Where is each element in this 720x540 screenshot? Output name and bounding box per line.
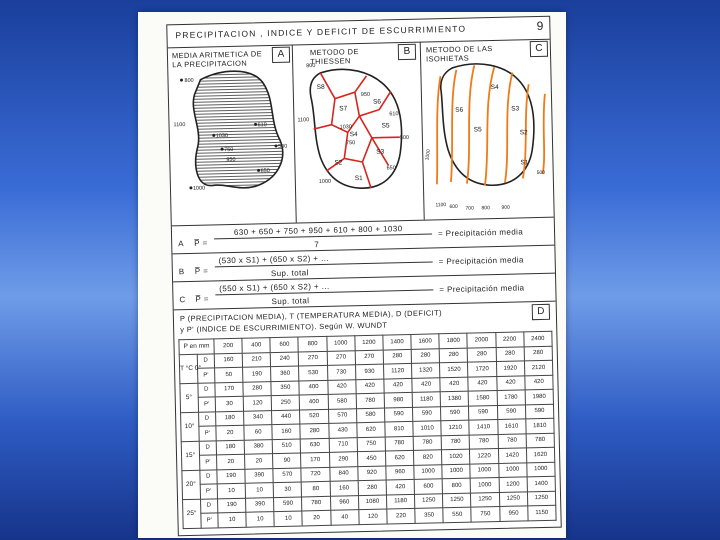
- table-cell: 190: [243, 367, 271, 382]
- row-key: P': [200, 484, 218, 499]
- station-value: 500: [277, 143, 288, 150]
- divider: [174, 301, 556, 311]
- subarea-label: S5: [473, 126, 482, 134]
- formula-c-result: = Precipitación media: [439, 283, 525, 295]
- table-cell: 620: [385, 450, 413, 465]
- table-cell: 1080: [358, 495, 386, 510]
- isohyets-map: [422, 54, 554, 217]
- table-cell: 90: [273, 453, 301, 468]
- page-number: 9: [536, 18, 544, 34]
- station-value: 1030: [215, 133, 229, 140]
- table-cell: 980: [384, 392, 412, 407]
- table-cell: 50: [215, 367, 243, 382]
- table-cell: 810: [385, 421, 413, 436]
- table-cell: 750: [357, 437, 385, 452]
- table-cell: 420: [412, 377, 440, 392]
- table-cell: 1120: [383, 363, 411, 378]
- table-cell: 710: [329, 437, 357, 452]
- table-cell: 180: [216, 440, 244, 455]
- subarea-label: S5: [381, 122, 390, 130]
- station-value: 610: [389, 111, 399, 118]
- table-cell: 780: [413, 435, 441, 450]
- table-cell: 1980: [525, 389, 554, 404]
- table-cell: 20: [217, 454, 245, 469]
- subarea-label: S1: [354, 175, 363, 183]
- table-cell: 1000: [442, 464, 470, 479]
- table-cell: 2120: [524, 360, 553, 375]
- table-cell: 780: [441, 435, 469, 450]
- table-cell: 420: [496, 375, 524, 390]
- table-cell: 170: [301, 452, 329, 467]
- formula-b-denominator: Sup. total: [270, 268, 309, 279]
- col-header: 1000: [326, 336, 354, 351]
- table-cell: 350: [271, 380, 299, 395]
- table-cell: 390: [245, 468, 273, 483]
- isohyet-value: 600: [449, 203, 458, 211]
- table-cell: 750: [471, 506, 499, 521]
- row-key: P': [198, 426, 216, 441]
- temperature-cell: 10°: [181, 412, 199, 441]
- table-cell: 220: [387, 508, 415, 523]
- table-cell: 1210: [441, 420, 469, 435]
- table-cell: 190: [217, 469, 245, 484]
- formula-a-letter: A: [178, 239, 185, 249]
- page-title: PRECIPITACION , INDICE Y DEFICIT DE ESCURRIMIENTO: [175, 23, 467, 41]
- station-value: 750: [345, 140, 356, 147]
- table-cell: 590: [413, 406, 441, 421]
- table-cell: 280: [468, 347, 496, 362]
- wundt-legend-line2: y P' (INDICE DE ESCURRIMIENTO). Según W. WUNDT: [180, 320, 388, 335]
- table-cell: 600: [414, 479, 442, 494]
- col-header: 600: [270, 337, 298, 352]
- table-cell: 1020: [442, 449, 470, 464]
- table-cell: 10: [274, 511, 302, 526]
- col-header: 1800: [439, 333, 467, 348]
- isohyet-value: 700: [465, 205, 474, 212]
- table-cell: 270: [299, 351, 327, 366]
- table-cell: 1720: [468, 362, 496, 377]
- table-cell: 180: [216, 411, 244, 426]
- table-cell: 960: [330, 495, 358, 510]
- col-header: 1400: [383, 334, 411, 349]
- table-cell: 780: [498, 433, 526, 448]
- station-value: 950: [226, 156, 236, 164]
- table-cell: 340: [244, 410, 272, 425]
- table-cell: 280: [439, 348, 467, 363]
- table-cell: 1010: [413, 421, 441, 436]
- table-cell: 420: [440, 377, 468, 392]
- panel-b-letter: B: [398, 44, 416, 60]
- panel-d-letter: D: [532, 304, 550, 320]
- row-key: D: [197, 353, 215, 368]
- subarea-label: S4: [349, 131, 358, 139]
- station-value: 800: [306, 63, 316, 70]
- table-cell: 430: [328, 423, 356, 438]
- table-cell: 20: [216, 425, 244, 440]
- table-cell: 400: [299, 380, 327, 395]
- table-cell: 1000: [498, 462, 526, 477]
- col-header: 2000: [467, 333, 495, 348]
- table-cell: 440: [272, 409, 300, 424]
- table-cell: 270: [355, 350, 383, 365]
- table-cell: 780: [470, 434, 498, 449]
- table-cell: 1380: [440, 391, 468, 406]
- table-cell: 20: [245, 454, 273, 469]
- table-cell: 1180: [386, 494, 414, 509]
- table-cell: 1150: [527, 505, 556, 520]
- row-key: D: [197, 382, 215, 397]
- table-cell: 1810: [526, 418, 555, 433]
- temperature-cell: T °C 0°: [179, 354, 197, 383]
- table-cell: 780: [385, 436, 413, 451]
- table-cell: 10: [218, 512, 246, 527]
- table-cell: 420: [384, 378, 412, 393]
- table-cell: 1400: [527, 476, 556, 491]
- station-value: 500: [399, 134, 410, 142]
- station-value: 650: [386, 165, 396, 172]
- table-cell: 1000: [470, 463, 498, 478]
- table-cell: 120: [359, 509, 387, 524]
- table-cell: 420: [356, 379, 384, 394]
- station-value: 750: [224, 146, 234, 154]
- table-cell: 590: [525, 404, 554, 419]
- table-cell: 1420: [498, 448, 526, 463]
- table-cell: 550: [443, 507, 471, 522]
- row-key: D: [198, 411, 216, 426]
- table-cell: 530: [299, 365, 327, 380]
- table-cell: 960: [386, 465, 414, 480]
- temperature-cell: 15°: [181, 441, 199, 470]
- panel-c-letter: C: [530, 41, 548, 57]
- station-value: 1000: [318, 178, 332, 185]
- table-cell: 580: [328, 394, 356, 409]
- table-cell: 950: [499, 506, 527, 521]
- table-cell: 730: [327, 365, 355, 380]
- table-cell: 30: [215, 396, 243, 411]
- formula-b-numerator: (530 x S1) + (650 x S2) + ...: [218, 253, 330, 266]
- table-cell: 520: [300, 409, 328, 424]
- table-cell: 160: [330, 481, 358, 496]
- table-cell: 1520: [440, 362, 468, 377]
- table-cell: 1200: [499, 477, 527, 492]
- col-header: 2400: [524, 331, 553, 346]
- table-cell: 1250: [415, 493, 443, 508]
- row-key: P': [197, 368, 215, 383]
- table-cell: 510: [272, 438, 300, 453]
- table-cell: 280: [411, 348, 439, 363]
- table-cell: 380: [244, 439, 272, 454]
- table-cell: 210: [242, 352, 270, 367]
- thiessen-map: [294, 57, 424, 220]
- table-cell: 30: [273, 482, 301, 497]
- table-cell: 280: [243, 381, 271, 396]
- formula-b-result: = Precipitación media: [438, 255, 524, 267]
- row-key: P': [199, 455, 217, 470]
- table-cell: 1580: [469, 391, 497, 406]
- formula-c-lhs: P̅ =: [195, 294, 210, 304]
- col-header: 1600: [411, 334, 439, 349]
- table-cell: 780: [526, 433, 555, 448]
- table-cell: 1320: [412, 363, 440, 378]
- formula-a-denominator: 7: [314, 240, 320, 250]
- table-cell: 1250: [527, 491, 556, 506]
- table-cell: 280: [358, 480, 386, 495]
- table-cell: 570: [273, 467, 301, 482]
- table-cell: 1610: [497, 419, 525, 434]
- table-cell: 270: [327, 350, 355, 365]
- subarea-label: S4: [490, 83, 499, 92]
- subarea-label: S6: [372, 98, 382, 106]
- wundt-legend-line1: P (PRECIPITACION MEDIA), T (TEMPERATURA MEDIA), D (DEFICIT): [179, 308, 443, 324]
- subarea-label: S6: [455, 106, 464, 114]
- station-value: 650: [260, 168, 270, 175]
- table-cell: 840: [329, 466, 357, 481]
- table-cell: 620: [357, 422, 385, 437]
- station-value: 800: [184, 77, 194, 85]
- station-value: 1100: [173, 122, 186, 129]
- panel-b-label: METODO DE THIESSEN: [309, 47, 359, 67]
- table-cell: 1250: [499, 491, 527, 506]
- subarea-label: S3: [511, 105, 520, 113]
- table-cell: 1180: [412, 392, 440, 407]
- table-cell: 590: [441, 406, 469, 421]
- table-cell: 280: [496, 346, 524, 361]
- divider: [172, 245, 554, 255]
- table-cell: 20: [302, 510, 330, 525]
- temperature-cell: 20°: [182, 470, 200, 499]
- table-cell: 250: [272, 395, 300, 410]
- formula-b-letter: B: [178, 267, 185, 277]
- table-cell: 1000: [526, 462, 555, 477]
- table-cell: 820: [414, 450, 442, 465]
- arithmetic-mean-map: [170, 60, 296, 223]
- table-cell: 10: [245, 483, 273, 498]
- table-cell: 570: [328, 408, 356, 423]
- document-sheet: [138, 12, 566, 538]
- table-cell: 400: [300, 394, 328, 409]
- panel-a-letter: A: [272, 47, 290, 63]
- station-value: 1100: [297, 117, 310, 124]
- table-cell: 1220: [470, 449, 498, 464]
- subarea-label: S1: [520, 159, 529, 167]
- row-key: D: [200, 498, 218, 513]
- formula-a-numerator: 630 + 650 + 750 + 950 + 610 + 800 + 1030: [233, 224, 403, 237]
- table-cell: 420: [468, 376, 496, 391]
- formula-c-letter: C: [179, 295, 186, 305]
- table-cell: 10: [217, 483, 245, 498]
- formula-a-result: = Precipitación media: [437, 227, 524, 239]
- table-cell: 80: [302, 481, 330, 496]
- station-value: 950: [360, 91, 371, 99]
- table-cell: 630: [301, 438, 329, 453]
- subarea-label: S2: [519, 129, 528, 137]
- table-cell: 10: [246, 512, 274, 527]
- panel-c-label: METODO DE LAS ISOHIETAS: [425, 44, 493, 64]
- table-cell: 190: [218, 498, 246, 513]
- table-cell: 120: [243, 396, 271, 411]
- station-value: 1000: [192, 185, 206, 192]
- table-cell: 1780: [497, 390, 525, 405]
- col-header: 800: [298, 336, 326, 351]
- formula-a-lhs: P̅ =: [194, 238, 208, 248]
- table-cell: 720: [301, 467, 329, 482]
- table-cell: 40: [330, 510, 358, 525]
- isohyet-value: 800: [481, 205, 490, 212]
- table-cell: 160: [272, 424, 300, 439]
- col-header: 2200: [495, 332, 523, 347]
- table-cell: 280: [300, 423, 328, 438]
- temperature-cell: 5°: [180, 383, 198, 412]
- table-cell: 390: [246, 497, 274, 512]
- table-cell: 590: [469, 405, 497, 420]
- table-cell: 1410: [469, 420, 497, 435]
- formula-c-denominator: Sup. total: [271, 296, 310, 307]
- divider: [173, 273, 555, 283]
- table-cell: 590: [497, 404, 525, 419]
- col-header: 1200: [355, 335, 383, 350]
- table-cell: 1250: [471, 492, 499, 507]
- subarea-label: S8: [316, 83, 325, 92]
- subarea-label: S3: [376, 148, 385, 156]
- subarea-label: S2: [334, 159, 343, 167]
- table-cell: 160: [214, 353, 242, 368]
- table-corner: P en mm: [179, 339, 214, 354]
- station-point: [180, 79, 183, 82]
- table-cell: 280: [383, 349, 411, 364]
- table-cell: 1250: [443, 493, 471, 508]
- panel-a-label: MEDIA ARITMETICA DE LA PRECIPITACION: [171, 49, 263, 70]
- table-cell: 420: [386, 479, 414, 494]
- table-cell: 350: [415, 508, 443, 523]
- table-cell: 420: [327, 379, 355, 394]
- table-cell: 1000: [414, 464, 442, 479]
- table-cell: 590: [274, 496, 302, 511]
- table-cell: 240: [271, 352, 299, 367]
- figure-card: [166, 16, 562, 537]
- table-cell: 930: [355, 364, 383, 379]
- row-key: D: [199, 440, 217, 455]
- station-value: 1030: [339, 124, 352, 131]
- table-cell: 590: [384, 407, 412, 422]
- table-cell: 920: [358, 466, 386, 481]
- table-cell: 1000: [471, 477, 499, 492]
- table-cell: 450: [357, 451, 385, 466]
- col-header: 400: [242, 338, 270, 353]
- row-key: D: [199, 469, 217, 484]
- table-cell: 780: [302, 496, 330, 511]
- table-cell: 170: [215, 382, 243, 397]
- formula-c-numerator: (550 x S1) + (650 x S2) + ...: [219, 281, 330, 294]
- table-cell: 280: [524, 346, 553, 361]
- row-key: P': [198, 397, 216, 412]
- isohyet-value: 1100: [435, 202, 447, 209]
- table-cell: 1920: [496, 361, 524, 376]
- temperature-cell: 25°: [183, 499, 201, 528]
- table-cell: 360: [271, 366, 299, 381]
- subarea-label: S7: [339, 105, 348, 113]
- row-key: P': [200, 513, 218, 528]
- wundt-table: [178, 331, 556, 529]
- table-cell: 800: [442, 478, 470, 493]
- table-cell: 60: [244, 425, 272, 440]
- table-cell: 1620: [526, 447, 555, 462]
- station-value: 610: [257, 122, 267, 129]
- table-cell: 290: [329, 452, 357, 467]
- isohyet-value: 500: [536, 169, 546, 177]
- isohyet-value: 1000: [424, 148, 433, 161]
- table-cell: 580: [356, 408, 384, 423]
- table-cell: 780: [356, 393, 384, 408]
- isohyet-value: 900: [501, 204, 510, 211]
- formula-b-lhs: P̅ =: [194, 266, 209, 276]
- col-header: 200: [214, 338, 242, 353]
- table-cell: 420: [525, 375, 554, 390]
